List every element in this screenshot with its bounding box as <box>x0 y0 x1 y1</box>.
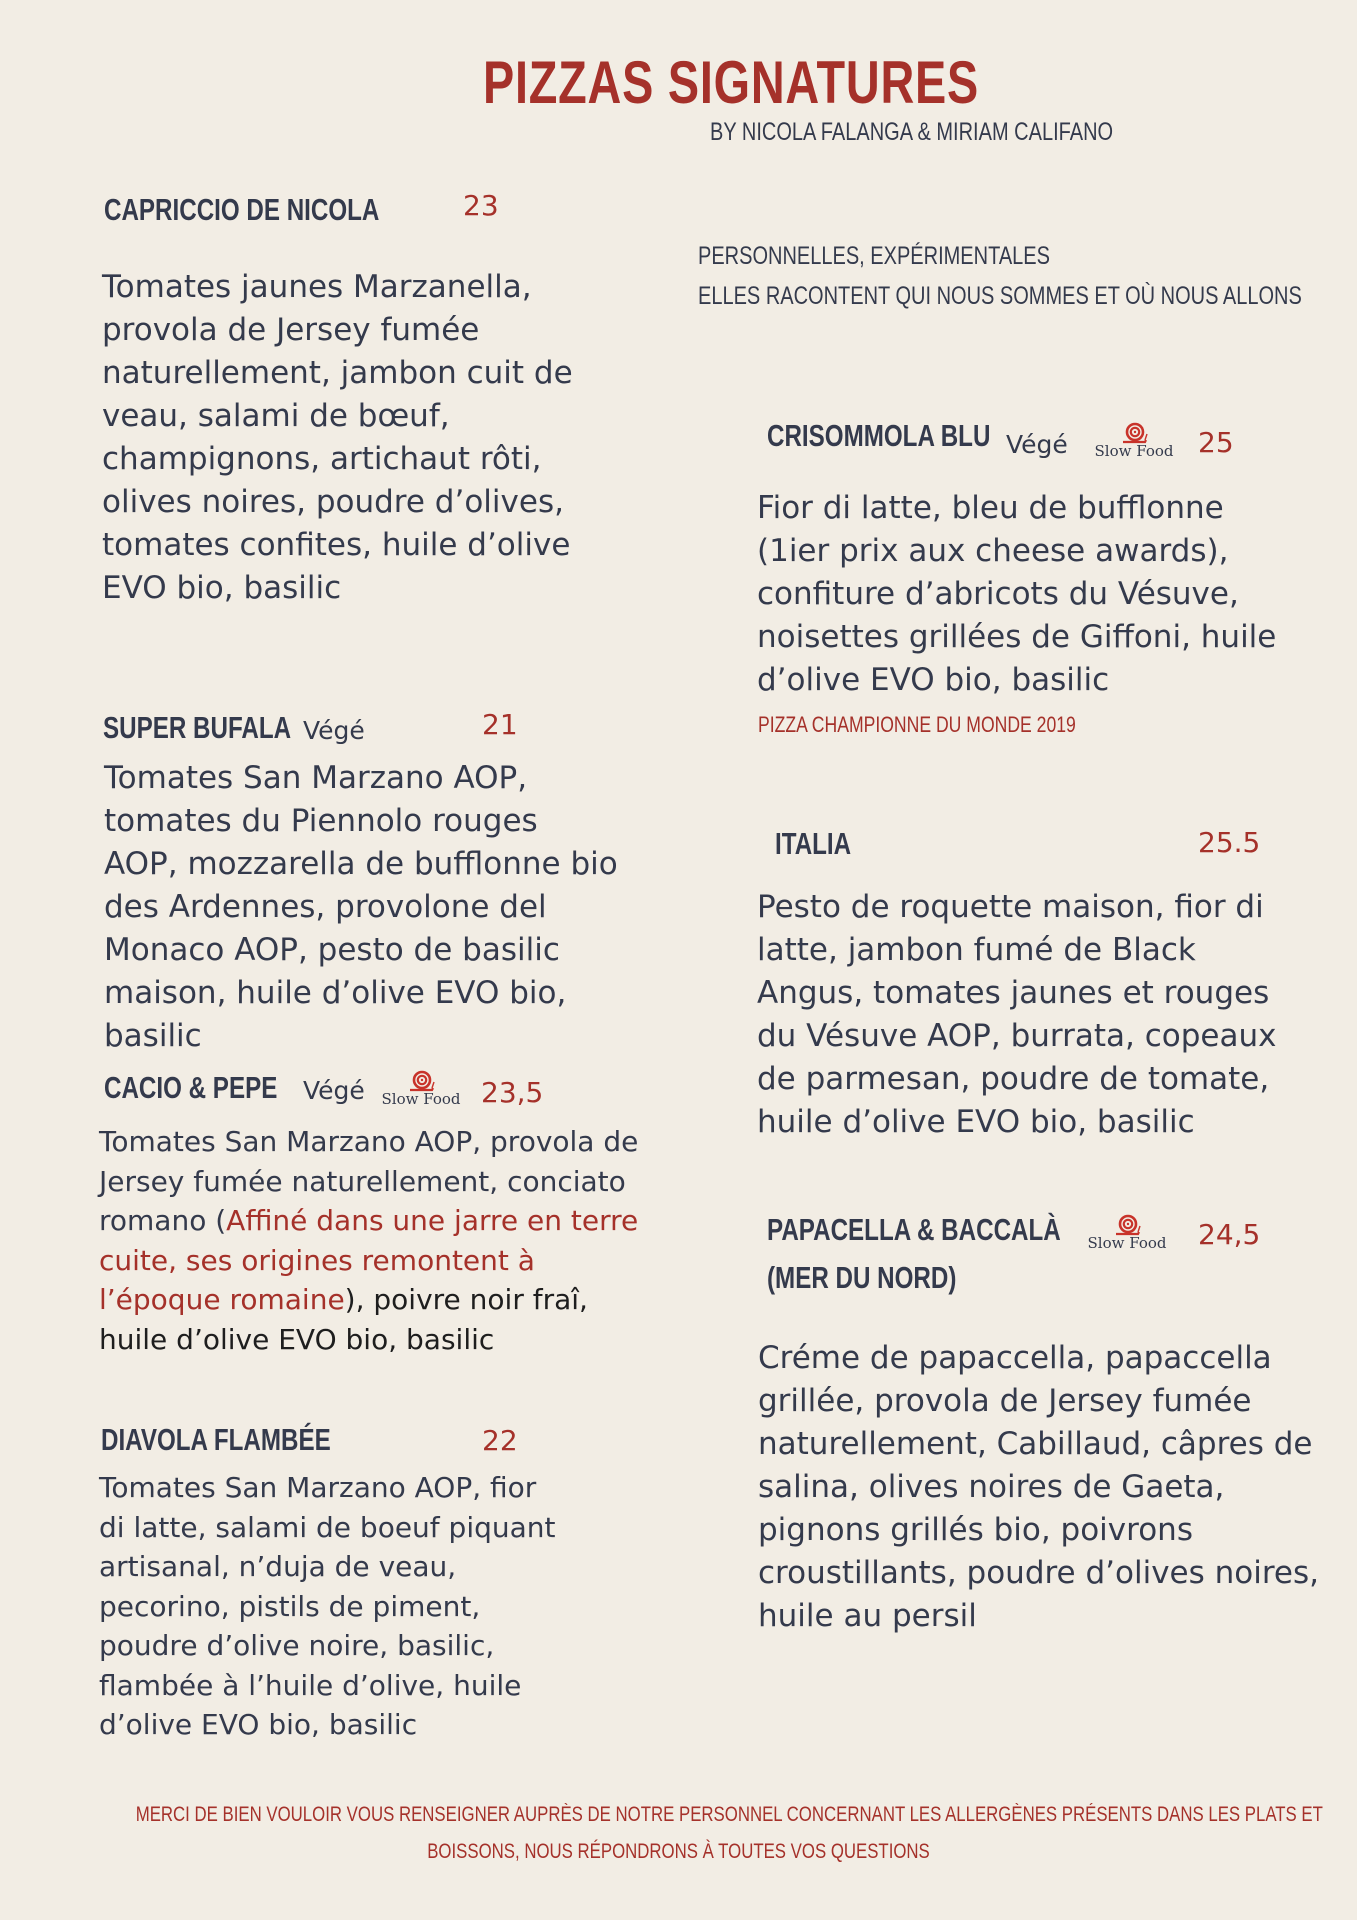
pizza-description <box>102 266 662 610</box>
description-line: basilic <box>104 1018 202 1054</box>
description-line: tomates du Piennolo rouges <box>104 803 538 839</box>
pizza-name: CACIO & PEPE <box>104 1070 278 1105</box>
vege-badge: Végé <box>303 1076 365 1105</box>
description-line: huile d’olive EVO bio, basilic <box>99 1322 495 1356</box>
description-line: croustillants, poudre d’olives noires, <box>758 1555 1319 1591</box>
description-line: l’époque romaine), poivre noir fraî, <box>99 1283 588 1316</box>
pizza-price: 24,5 <box>1198 1218 1261 1251</box>
vege-badge: Végé <box>1006 430 1068 459</box>
tagline-line-2: ELLES RACONTENT QUI NOUS SOMMES ET OÙ NOUS ALLONS <box>698 282 1302 310</box>
page-title: PIZZAS SIGNATURES <box>483 49 980 116</box>
pizza-price: 23 <box>463 189 499 222</box>
description-line: Tomates San Marzano AOP, fior <box>99 1471 537 1504</box>
pizza-name: SUPER BUFALA <box>103 710 292 745</box>
pizza-price: 22 <box>482 1424 518 1457</box>
description-line: Pesto de roquette maison, fior di <box>757 889 1264 925</box>
pizza-description <box>758 1337 1348 1638</box>
snail-icon <box>1112 1214 1142 1236</box>
pizza-price: 23,5 <box>481 1076 544 1109</box>
description-line: des Ardennes, provolone del <box>104 889 547 925</box>
description-line: tomates confites, huile d’olive <box>102 527 571 563</box>
description-line: d’olive EVO bio, basilic <box>99 1708 418 1741</box>
description-line: cuite, ses origines remontent à <box>99 1243 535 1277</box>
description-line: di latte, salami de boeuf piquant <box>99 1510 556 1544</box>
snail-icon <box>406 1070 436 1092</box>
pizza-name: CRISOMMOLA BLU <box>767 418 991 453</box>
description-line: huile d’olive EVO bio, basilic <box>757 1104 1195 1140</box>
pizza-description <box>757 886 1347 1144</box>
vege-badge: Végé <box>303 716 365 745</box>
description-line: naturellement, jambon cuit de <box>102 355 573 391</box>
description-line: Tomates San Marzano AOP, provola de <box>99 1125 639 1158</box>
description-line: Jersey fumée naturellement, conciato <box>99 1164 626 1198</box>
pizza-description <box>104 757 664 1058</box>
allergen-notice-line: MERCI DE BIEN VOULOIR VOUS RENSEIGNER AUPRÈS DE NOTRE PERSONNEL CONCERNANT LES ALLERGÈNES PRÉSENTS DANS LES PLATS ET <box>135 1803 1323 1826</box>
description-line: poudre d’olive noire, basilic, <box>99 1629 495 1662</box>
tagline-line-1: PERSONNELLES, EXPÉRIMENTALES <box>698 242 1050 270</box>
description-line: provola de Jersey fumée <box>102 312 480 348</box>
description-line: du Vésuve AOP, burrata, copeaux <box>757 1018 1277 1054</box>
slow-food-label: Slow Food <box>1087 1234 1167 1252</box>
pizza-price: 25.5 <box>1198 826 1261 859</box>
description-line: veau, salami de bœuf, <box>102 398 450 434</box>
pizza-description <box>99 1122 679 1359</box>
description-line: salina, olives noires de Gaeta, <box>758 1469 1225 1505</box>
description-line: de parmesan, poudre de tomate, <box>757 1061 1270 1097</box>
slow-food-label: Slow Food <box>381 1090 461 1108</box>
pizza-name: CAPRICCIO DE NICOLA <box>104 192 380 227</box>
description-line: d’olive EVO bio, basilic <box>757 662 1110 698</box>
description-line: pignons grillés bio, poivrons <box>758 1512 1193 1548</box>
description-line: flambée à l’huile d’olive, huile <box>99 1668 522 1702</box>
description-line: romano (Affiné dans une jarre en terre <box>99 1204 639 1237</box>
pizza-name: PAPACELLA & BACCALÀ <box>767 1212 1061 1247</box>
description-line: artisanal, n’duja de veau, <box>99 1550 457 1583</box>
description-line: grillée, provola de Jersey fumée <box>758 1383 1252 1419</box>
description-line: naturellement, Cabillaud, câpres de <box>758 1426 1313 1462</box>
snail-icon <box>1119 422 1149 444</box>
slow-food-label: Slow Food <box>1094 442 1174 460</box>
allergen-notice-line: BOISSONS, NOUS RÉPONDRONS À TOUTES VOS QUESTIONS <box>427 1840 930 1863</box>
pizza-price: 25 <box>1198 426 1234 459</box>
page-subtitle: BY NICOLA FALANGA & MIRIAM CALIFANO <box>710 118 1114 146</box>
description-line: Angus, tomates jaunes et rouges <box>757 975 1270 1011</box>
description-line: AOP, mozzarella de bufflonne bio <box>104 846 618 882</box>
description-line: maison, huile d’olive EVO bio, <box>104 975 567 1011</box>
description-line: latte, jambon fumé de Black <box>757 932 1196 968</box>
description-line: olives noires, poudre d’olives, <box>102 484 564 520</box>
slow-food-badge <box>1094 422 1174 460</box>
description-line: champignons, artichaut rôti, <box>102 441 542 477</box>
description-line: Tomates San Marzano AOP, <box>104 760 528 796</box>
pizza-name: DIAVOLA FLAMBÉE <box>101 1422 331 1457</box>
allergen-notice <box>135 1796 1323 1870</box>
description-line: Créme de papaccella, papaccella <box>758 1340 1272 1376</box>
pizza-price: 21 <box>482 708 518 741</box>
description-line: (1ier prix aux cheese awards), <box>757 533 1229 569</box>
description-line: confiture d’abricots du Vésuve, <box>757 576 1239 612</box>
award-note: PIZZA CHAMPIONNE DU MONDE 2019 <box>758 712 1076 737</box>
pizza-name-subtitle: (MER DU NORD) <box>767 1260 957 1295</box>
description-line: Tomates jaunes Marzanella, <box>102 269 532 305</box>
description-line: huile au persil <box>758 1598 977 1634</box>
description-line: Fior di latte, bleu de bufflonne <box>757 490 1224 526</box>
description-line: Monaco AOP, pesto de basilic <box>104 932 560 968</box>
pizza-description <box>757 487 1347 702</box>
slow-food-badge <box>1087 1214 1167 1252</box>
description-line: noisettes grillées de Giffoni, huile <box>757 619 1277 655</box>
slow-food-badge <box>381 1070 461 1108</box>
pizza-name: ITALIA <box>775 826 852 861</box>
description-line: EVO bio, basilic <box>102 570 342 606</box>
description-line: pecorino, pistils de piment, <box>99 1589 481 1623</box>
pizza-description <box>99 1468 659 1745</box>
